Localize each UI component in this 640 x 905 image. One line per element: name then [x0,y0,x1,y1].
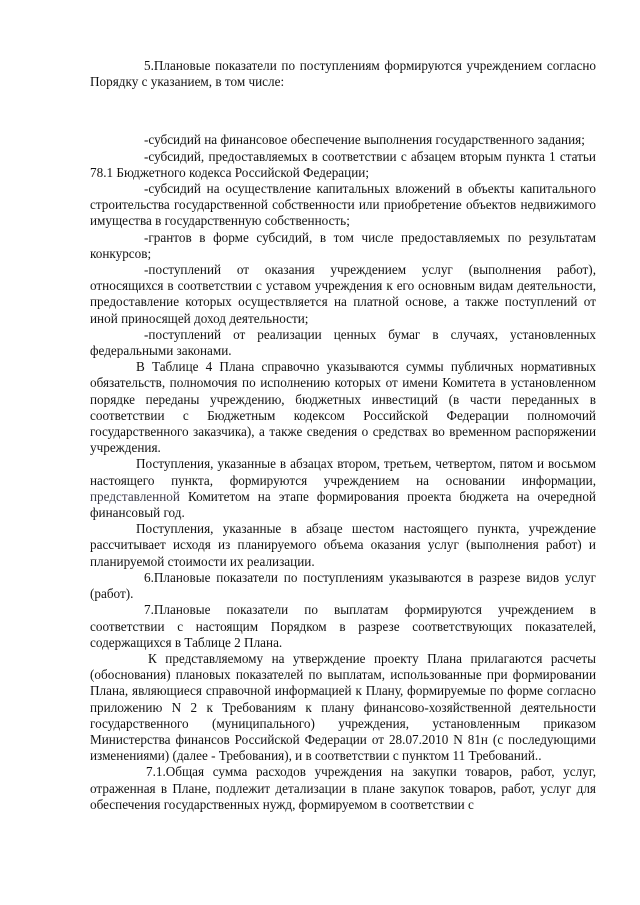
paragraph-7-1: 7.1.Общая сумма расходов учреждения на закупки товаров, работ, услуг, отраженная в Плане, подлежит детализации в плане закупок товаров, работ, услуг для обеспечения государственных нужд, формируемом в соответствии с [90,764,596,812]
receipts-text-end: Комитетом на этапе формирования проекта бюджета на очередной финансовый год. [90,488,596,521]
bullet-subsidies-article-78: -субсидий, предоставляемых в соответствии с абзацем вторым пункта 1 статьи 78.1 Бюджетного кодекса Российской Федерации; [90,148,596,180]
paragraph-5: 5.Плановые показатели по поступлениям формируются учреждением согласно Порядку с указанием, в том числе: [90,58,596,90]
bullet-grants: -грантов в форме субсидий, в том числе предоставляемых по результатам конкурсов; [90,229,596,261]
paragraph-calculations: К представляемому на утверждение проекту Плана прилагаются расчеты (обоснования) плановых показателей по выплатам, использованные при формировании Плана, являющиеся справочной информацией к Плану, формируемые по форме согласно приложению N 2 к Требованиям к плану финансово-хозяйственной деятельности государственного (муниципального) учреждения, установленным приказом Министерства финансов Российской Федерации от 28.07.2010 N 81н (с последующими изменениями) (далее - Требования), и в соответствии с пунктом 11 Требований.. [90,650,596,764]
bullet-subsidies-state-task: -субсидий на финансовое обеспечение выполнения государственного задания; [144,132,585,148]
paragraph-receipts-sixth: Поступления, указанные в абзаце шестом настоящего пункта, учреждение рассчитывает исходя из планируемого объема оказания услуг (выполнения работ) и планируемой стоимости их реализации. [90,521,596,569]
paragraph-6: 6.Плановые показатели по поступлениям указываются в разрезе видов услуг (работ). [90,569,596,602]
paragraph-7: 7.Плановые показатели по выплатам формируются учреждением в соответствии с настоящим Порядком в разрезе соответствующих показателей, содержащихся в Таблице 2 Плана. [90,602,596,650]
paragraph-receipts-committee [90,456,596,521]
receipts-text-start: Поступления, указанные в абзацах втором, третьем, четвертом, пятом и восьмом настоящего пункта, формируются учреждением на основании информации, [90,456,596,488]
paragraph-table-4: В Таблице 4 Плана справочно указываются суммы публичных нормативных обязательств, полномочия по исполнению которых от имени Комитета в установленном порядке переданы учреждению, бюджетных инвестиций (в части переданных в соответствии с Бюджетным кодексом Российской Федерации полномочий государственного заказчика), а также сведения о средствах во временном распоряжении учреждения. [90,359,596,456]
blank-gap [90,90,596,132]
receipts-text-highlight: представленной [90,488,180,504]
bullet-services-income: -поступлений от оказания учреждением услуг (выполнения работ), относящихся в соответствии с уставом учреждения к его основным видам деятельности, предоставление которых осуществляется на платной основе, а также поступлений от иной приносящей доход деятельности; [90,262,596,326]
bullet-subsidies-capital: -субсидий на осуществление капитальных вложений в объекты капитального строительства государственной собственности или приобретение объектов недвижимого имущества в государственную собственность; [90,181,596,229]
document-page [90,58,596,813]
bullet-securities: -поступлений от реализации ценных бумаг в случаях, установленных федеральными законами. [90,326,596,359]
